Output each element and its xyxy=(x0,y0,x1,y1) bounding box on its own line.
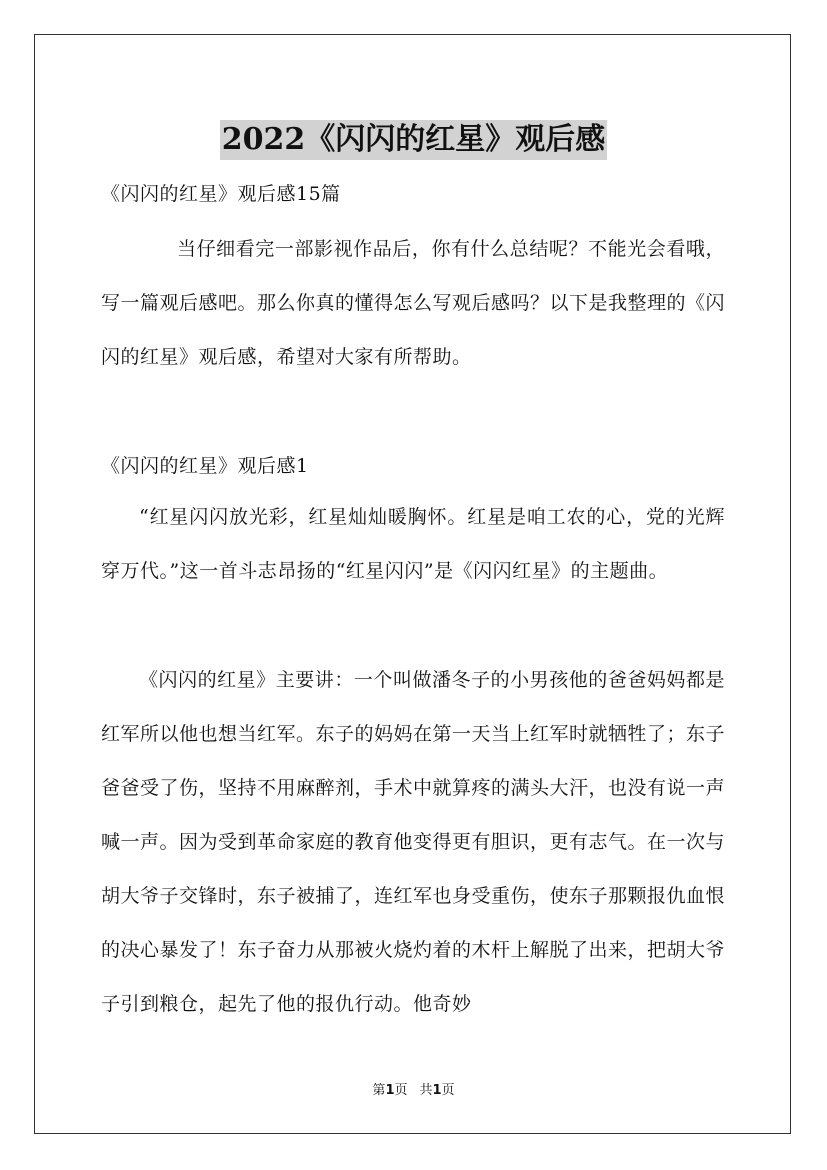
total-label-prefix: 共 xyxy=(419,1083,433,1098)
title-container xyxy=(0,100,827,180)
intro-paragraph: 当仔细看完一部影视作品后，你有什么总结呢？不能光会看哦，写一篇观后感吧。那么你真的懂得怎么写观后感吗？以下是我整理的《闪闪的红星》观后感，希望对大家有所帮助。 xyxy=(101,238,726,368)
page-footer xyxy=(0,1082,827,1100)
document-subtitle: 《闪闪的红星》观后感15篇 xyxy=(101,183,341,205)
body-paragraph: 《闪闪的红星》主要讲：一个叫做潘冬子的小男孩他的爸爸妈妈都是红军所以他也想当红军。东子的妈妈在第一天当上红军时就牺牲了；东子爸爸受了伤，坚持不用麻醉剂，手术中就算疼的满头大汗，也没有说一声喊一声。因为受到革命家庭的教育他变得更有胆识，更有志气。在一次与胡大爷子交锋时，东子被捕了，连红军也身受重伤，使东子那颗报仇血恨的决心暴发了！东子奋力从那被火烧灼着的木杆上解脱了出来，把胡大爷子引到粮仓，起先了他的报仇行动。他奇妙 xyxy=(101,669,726,1015)
current-page-number: 1 xyxy=(385,1083,395,1098)
document-title: 2022《闪闪的红星》观后感 xyxy=(220,120,608,160)
section-heading: 《闪闪的红星》观后感1 xyxy=(101,455,309,477)
page-label-prefix: 第 xyxy=(372,1083,386,1098)
page-label-suffix: 页 xyxy=(394,1083,408,1098)
total-label-suffix: 页 xyxy=(441,1083,455,1098)
total-page-number: 1 xyxy=(432,1083,442,1098)
body-paragraph: “红星闪闪放光彩，红星灿灿暖胸怀。红星是咱工农的心，党的光辉穿万代。”这一首斗志昂扬的“红星闪闪”是《闪闪红星》的主题曲。 xyxy=(101,506,725,582)
